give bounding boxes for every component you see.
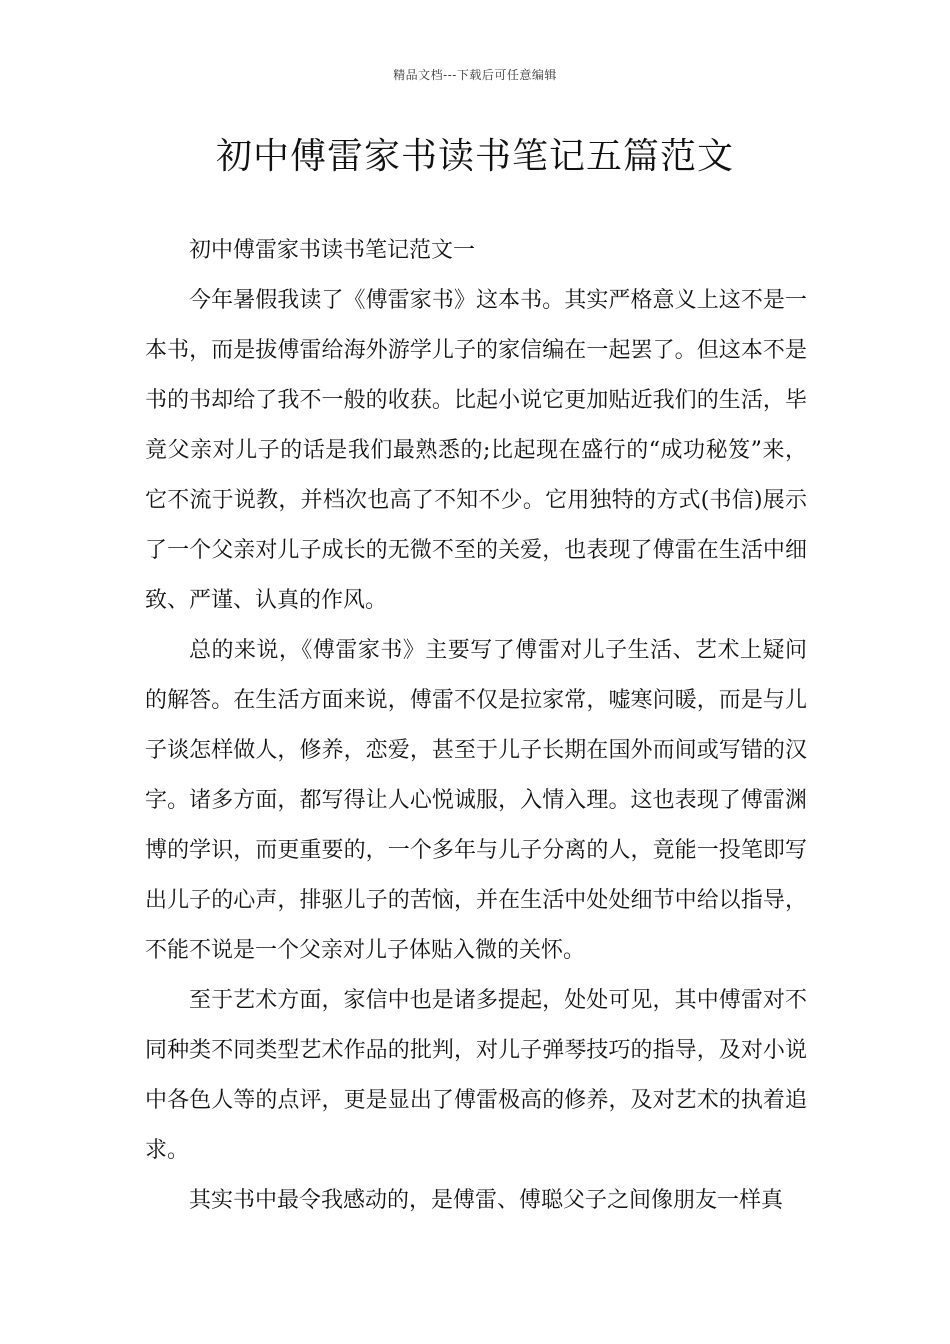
paragraph: 今年暑假我读了《傅雷家书》这本书。其实严格意义上这不是一本书，而是拔傅雷给海外游学儿子的家信编在一起罢了。但这本不是书的书却给了我不一般的收获。比起小说它更加贴近我们的生活，毕竟父亲对儿子的话是我们最熟悉的;比起现在盛行的“成功秘笈”来，它不流于说教，并档次也高了不知不少。它用独特的方式(书信)展示了一个父亲对儿子成长的无微不至的关爱，也表现了傅雷在生活中细致、严谨、认真的作风。 [145,288,807,613]
document-title: 初中傅雷家书读书笔记五篇范文 [215,136,734,177]
paragraph: 其实书中最令我感动的，是傅雷、傅聪父子之间像朋友一样真 [189,1188,784,1213]
subheading: 初中傅雷家书读书笔记范文一 [189,238,476,263]
paragraph: 至于艺术方面，家信中也是诸多提起，处处可见，其中傅雷对不同种类不同类型艺术作品的批判，对儿子弹琴技巧的指导，及对小说中各色人等的点评，更是显出了傅雷极高的修养，及对艺术的执着追求。 [145,988,807,1163]
page-header: 精品文档---下载后可任意编辑 [393,68,557,82]
paragraph: 总的来说，《傅雷家书》主要写了傅雷对儿子生活、艺术上疑问的解答。在生活方面来说，傅雷不仅是拉家常，嘘寒问暖，而是与儿子谈怎样做人，修养，恋爱，甚至于儿子长期在国外而间或写错的汉字。诸多方面，都写得让人心悦诚服，入情入理。这也表现了傅雷渊博的学识，而更重要的，一个多年与儿子分离的人，竟能一投笔即写出儿子的心声，排驱儿子的苦恼，并在生活中处处细节中给以指导，不能不说是一个父亲对儿子体贴入微的关怀。 [145,638,807,963]
document-body [145,226,807,1226]
